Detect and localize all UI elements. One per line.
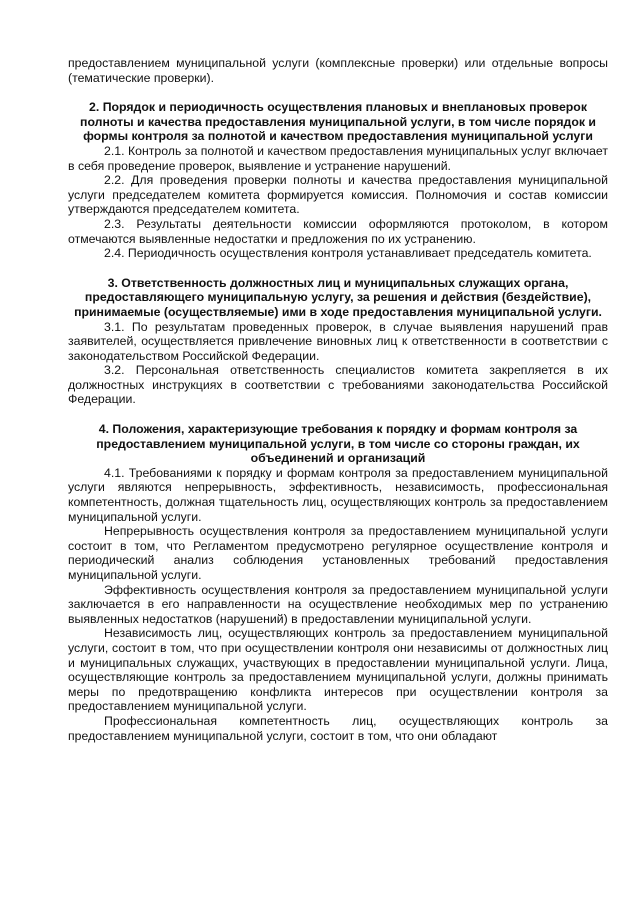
section-gap [68, 261, 608, 276]
section-3-heading: 3. Ответственность должностных лиц и муниципальных служащих органа, предоставляющего муниципальную услугу, за решения и действия (бездействие), принимаемые (осуществляемые) ими в ходе предоставления муниципальной услуги. [74, 275, 602, 319]
section-4-paragraph-4: Независимость лиц, осуществляющих контроль за предоставлением муниципальной услуги, состоит в том, что при осуществлении контроля они независимы от должностных лиц и муниципальных служащих, участвующих в предоставлении муниципальной услуги. Лица, осуществляющие контроль за предоставлением муниципальной услуги, должны принимать меры по предотвращению конфликта интересов при осуществлении контроля за предоставлением муниципальной услуги. [68, 626, 608, 714]
document-page [68, 56, 608, 743]
section-4-heading: 4. Положения, характеризующие требования к порядку и формам контроля за предоставлением муниципальной услуги, в том числе со стороны граждан, их объединений и организаций [96, 422, 580, 466]
section-2-paragraph-4: 2.4. Периодичность осуществления контроля устанавливает председатель комитета. [104, 246, 592, 261]
section-gap [68, 85, 608, 100]
section-2-paragraph-3: 2.3. Результаты деятельности комиссии оформляются протоколом, в котором отмечаются выявленные недостатки и предложения по их устранению. [68, 216, 608, 246]
section-3-paragraph-2: 3.2. Персональная ответственность специалистов комитета закрепляется в их должностных инструкциях в соответствии с требованиями законодательства Российской Федерации. [68, 363, 608, 407]
intro-continuation-paragraph: предоставлением муниципальной услуги (комплексные проверки) или отдельные вопросы (тематические проверки). [68, 56, 608, 85]
section-4-paragraph-2: Непрерывность осуществления контроля за предоставлением муниципальной услуги состоит в том, что Регламентом предусмотрено регулярное осуществление контроля и периодический анализ соблюдения установленных требований предоставления муниципальной услуги. [68, 524, 608, 582]
section-3 [68, 276, 608, 407]
section-3-paragraph-1: 3.1. По результатам проведенных проверок, в случае выявления нарушений прав заявителей, осуществляется привлечение виновных лиц к ответственности в соответствии с законодательством Российской Федерации. [68, 319, 608, 363]
section-2-paragraph-1: 2.1. Контроль за полнотой и качеством предоставления муниципальных услуг включает в себя проведение проверок, выявление и устранение нарушений. [68, 143, 608, 173]
section-4 [68, 422, 608, 743]
section-2 [68, 100, 608, 261]
section-4-paragraph-5: Профессиональная компетентность лиц, осуществляющих контроль за предоставлением муниципальной услуги, состоит в том, что они обладают [68, 713, 608, 743]
section-gap [68, 407, 608, 422]
section-2-heading: 2. Порядок и периодичность осуществления плановых и внеплановых проверок полноты и качества предоставления муниципальной услуги, в том числе порядок и формы контроля за полнотой и качеством предоставления муниципальной услуги [80, 100, 596, 144]
section-4-paragraph-1: 4.1. Требованиями к порядку и формам контроля за предоставлением муниципальной услуги являются непрерывность, эффективность, независимость, профессиональная компетентность, должная тщательность лиц, осуществляющих контроль за предоставлением муниципальной услуги. [68, 465, 608, 524]
section-2-paragraph-2: 2.2. Для проведения проверки полноты и качества предоставления муниципальной услуги председателем комитета формируется комиссия. Полномочия и состав комиссии утверждаются председателем комитета. [68, 173, 608, 217]
section-4-paragraph-3: Эффективность осуществления контроля за предоставлением муниципальной услуги заключается в его направленности на осуществление необходимых мер по устранению выявленных недостатков (нарушений) в предоставлении муниципальной услуги. [68, 582, 608, 626]
